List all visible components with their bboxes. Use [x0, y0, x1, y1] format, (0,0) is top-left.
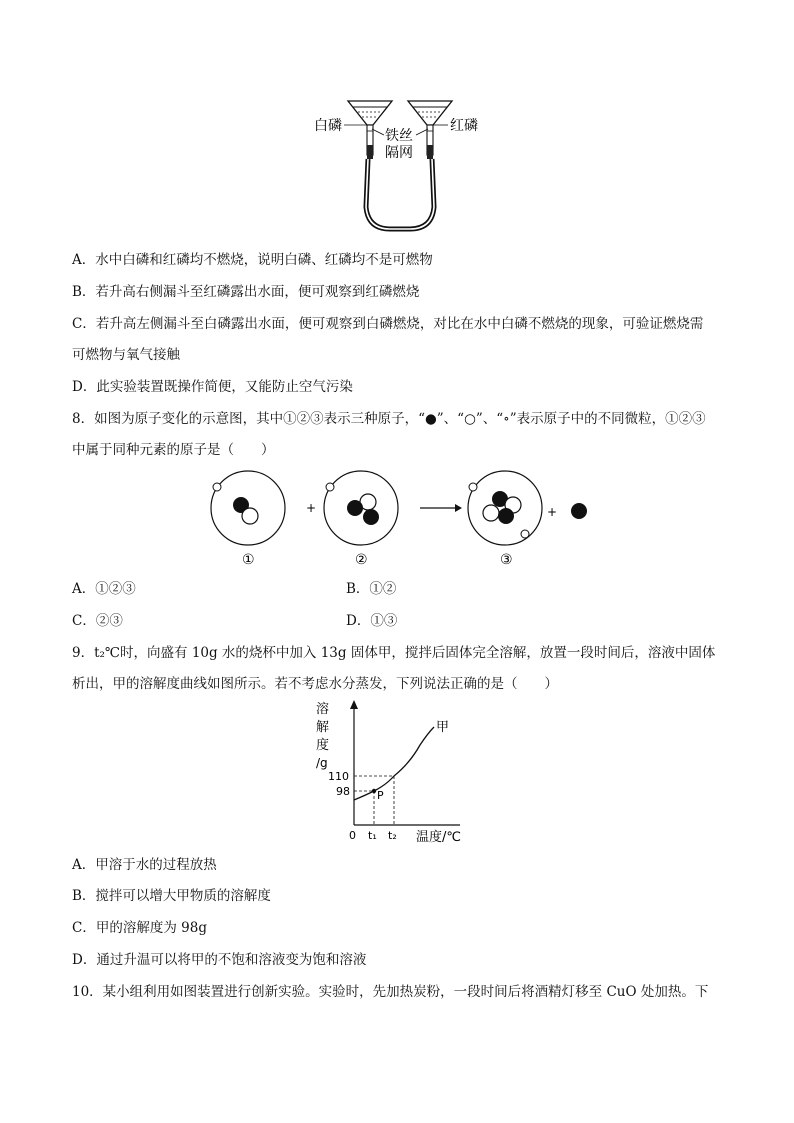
y-axis-label-1: 溶: [316, 702, 330, 717]
option-letter: D．: [346, 613, 371, 629]
y-axis-label-3: 度: [316, 738, 330, 753]
y-axis-label-2: 解: [316, 720, 330, 735]
option-letter: D．: [72, 379, 97, 395]
option-letter: B．: [346, 581, 370, 597]
q9-stem-line-1: 9．t₂℃时，向盛有 10g 水的烧杯中加入 13g 固体甲，搅拌后固体完全溶解，放置一段时间后，溶液中固体: [72, 645, 716, 661]
option-text: 水中白磷和红磷均不燃烧，说明白磷、红磷均不是可燃物: [95, 252, 433, 268]
q9-option-d: [72, 951, 366, 969]
q10-stem-line-1: 10．某小组利用如图装置进行创新实验。实验时，先加热炭粉，一段时间后将酒精灯移至 CuO 处加热。下: [72, 984, 709, 1000]
option-text: 搅拌可以增大甲物质的溶解度: [95, 888, 271, 904]
iron-mesh-label-1: 铁丝: [385, 128, 413, 144]
option-letter: D．: [72, 952, 97, 968]
atom-3: [468, 471, 542, 545]
option-letter: A．: [72, 857, 96, 873]
option-text: 此实验装置既操作简便，又能防止空气污染: [96, 379, 353, 395]
q8-stem-line-1: 8．如图为原子变化的示意图，其中①②③表示三种原子，“●”、“○”、“∘”表示原子中的不同微粒，①②③: [72, 411, 706, 427]
q8-option-c: [72, 612, 123, 630]
y-axis-arrow-icon: [350, 700, 358, 709]
option-text: ②③: [95, 613, 123, 629]
atom-3-label: ③: [500, 552, 513, 568]
q7-option-d: [72, 378, 353, 396]
option-letter: A．: [72, 252, 96, 268]
y-tick-98: 98: [336, 785, 350, 798]
x-axis-label: 温度/℃: [416, 830, 461, 845]
x-tick-t2: t₂: [388, 829, 397, 842]
reaction-arrow-icon: [420, 504, 462, 512]
q9-stem-line-2: 析出，甲的溶解度曲线如图所示。若不考虑水分蒸发，下列说法正确的是（ ）: [72, 676, 558, 692]
q8-option-a: [72, 580, 136, 598]
series-jia-curve: [354, 727, 434, 800]
y-axis-label-4: /g: [316, 756, 328, 770]
q8-option-d: [346, 612, 397, 630]
option-text: 可燃物与氧气接触: [72, 347, 180, 363]
q8-option-b: [346, 580, 396, 598]
option-letter: C．: [72, 316, 96, 332]
option-letter: C．: [72, 613, 96, 629]
option-text: ①②③: [95, 581, 136, 597]
option-text: ①②: [369, 581, 397, 597]
atom-2: [324, 471, 398, 545]
x-tick-0: 0: [349, 829, 356, 842]
x-tick-t1: t₁: [368, 829, 377, 842]
option-text: ①③: [370, 613, 398, 629]
right-funnel: [408, 101, 452, 159]
atom-change-figure: [200, 464, 600, 572]
option-letter: A．: [72, 581, 96, 597]
solubility-chart: [310, 697, 480, 849]
combustion-apparatus-figure: [300, 95, 500, 235]
q9-option-b: [72, 887, 271, 905]
option-text: 甲的溶解度为 98g: [95, 920, 207, 936]
q8-stem-line-2: 中属于同种元素的原子是（ ）: [72, 442, 275, 458]
atom-1: [211, 471, 285, 545]
option-text: 通过升温可以将甲的不饱和溶液变为饱和溶液: [96, 952, 367, 968]
free-particle: [571, 503, 587, 519]
option-letter: C．: [72, 920, 96, 936]
point-p-label: P: [377, 789, 384, 802]
q9-option-c: [72, 919, 207, 937]
q9-option-a: [72, 856, 217, 874]
rubber-tube: [366, 159, 434, 229]
option-letter: B．: [72, 888, 96, 904]
option-text: 若升高左侧漏斗至白磷露出水面，便可观察到白磷燃烧，对比在水中白磷不燃烧的现象，可验证燃烧需: [95, 316, 704, 332]
y-tick-110: 110: [328, 770, 349, 783]
q7-option-c: [72, 315, 703, 333]
point-p: [372, 789, 376, 793]
option-letter: B．: [72, 284, 96, 300]
q7-option-a: [72, 251, 433, 269]
atom-1-label: ①: [242, 552, 255, 568]
option-text: 若升高右侧漏斗至红磷露出水面，便可观察到红磷燃烧: [95, 284, 420, 300]
q7-option-c-continued: [72, 346, 180, 364]
q7-option-b: [72, 283, 419, 301]
plus-sign-2: +: [547, 505, 558, 519]
plus-sign-1: +: [306, 501, 317, 515]
iron-mesh-label-2: 隔网: [385, 145, 413, 161]
option-text: 甲溶于水的过程放热: [95, 857, 217, 873]
atom-2-label: ②: [355, 552, 368, 568]
red-phosphorus-label: 红磷: [450, 118, 478, 134]
white-phosphorus-label: 白磷: [314, 118, 342, 134]
series-name-label: 甲: [436, 720, 450, 735]
